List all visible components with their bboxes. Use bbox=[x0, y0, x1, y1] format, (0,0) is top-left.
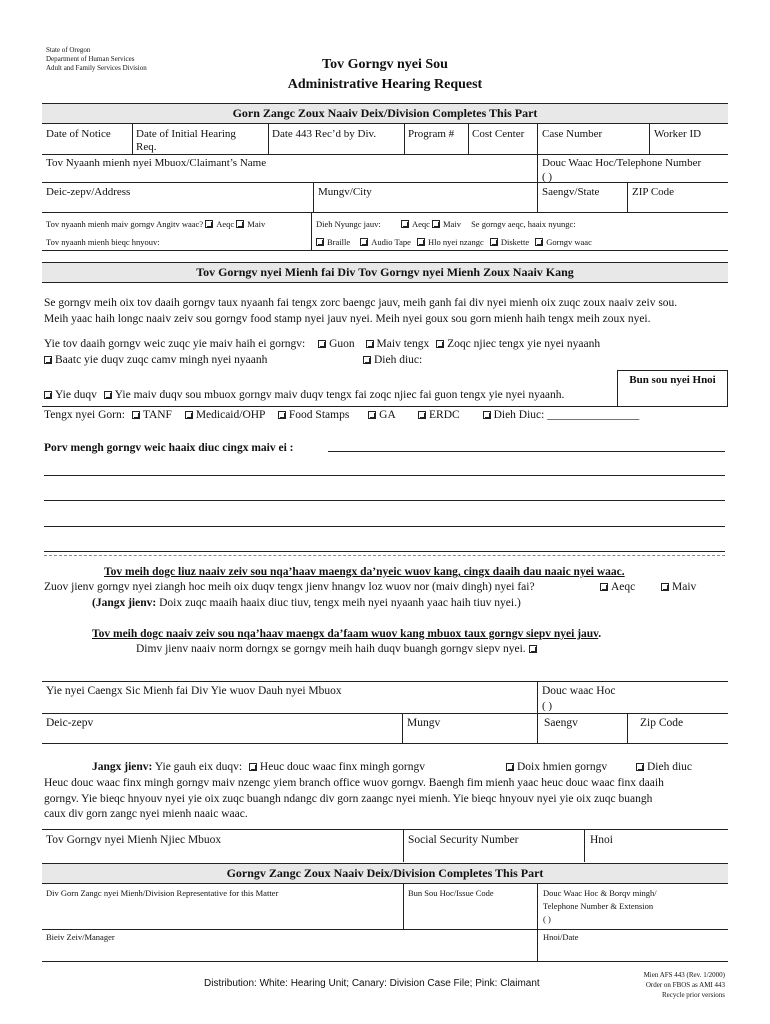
date-initial-hearing-label-2: Req. bbox=[136, 141, 157, 153]
language-label: Tov nyaanh mienh bieqc hnyouv: bbox=[46, 237, 160, 247]
yie-maiv-duqv-checkbox[interactable] bbox=[104, 391, 112, 399]
claimant-zip-label[interactable]: ZIP Code bbox=[632, 186, 675, 198]
case-number-label[interactable]: Case Number bbox=[542, 128, 603, 140]
dieh-diuc-checkbox[interactable] bbox=[363, 356, 371, 364]
explain-line-2[interactable] bbox=[44, 500, 725, 501]
reason-row-1: Yie tov daaih gorngv weic zuqc yie maiv haih ei gorngv: Guon Maiv tengx Zoqc njiec tengx yie nyei nyaanh bbox=[44, 338, 601, 350]
rep-no-checkbox[interactable] bbox=[661, 583, 669, 591]
form-title-1: Tov Gorngv nyei Sou bbox=[322, 57, 448, 72]
distribution-footer: Distribution: White: Hearing Unit; Canary: Division Case File; Pink: Claimant bbox=[204, 978, 540, 989]
explain-line-4[interactable] bbox=[44, 551, 725, 552]
guon-checkbox[interactable] bbox=[318, 340, 326, 348]
form-title-2: Administrative Hearing Request bbox=[287, 77, 483, 92]
english-yes-checkbox[interactable] bbox=[205, 220, 213, 228]
claimant-name-label[interactable]: Tov Nyaanh mienh nyei Mbuox/Claimant’s Name bbox=[46, 157, 267, 169]
claimant-phone-parens: ( ) bbox=[542, 171, 553, 183]
baatc-checkbox[interactable] bbox=[44, 356, 52, 364]
medicaid-checkbox[interactable] bbox=[185, 411, 193, 419]
signature-checkbox[interactable] bbox=[529, 645, 537, 653]
agency-line-3: Adult and Family Services Division bbox=[46, 64, 147, 72]
in-person-checkbox[interactable] bbox=[506, 763, 514, 771]
erdc-checkbox[interactable] bbox=[418, 411, 426, 419]
claimant-phone-label[interactable]: Douc Waac Hoc/Telephone Number bbox=[542, 157, 702, 169]
explain-line-1[interactable] bbox=[44, 475, 725, 476]
diskette-checkbox[interactable] bbox=[490, 238, 498, 246]
claimant-state-label[interactable]: Saengv/State bbox=[542, 186, 600, 198]
program-label[interactable]: Program # bbox=[408, 128, 455, 140]
gorngv-waac-checkbox[interactable] bbox=[535, 238, 543, 246]
tanf-checkbox[interactable] bbox=[132, 411, 140, 419]
notice-line-3: gorngv. Yie bieqc hnyouv nyei yie oix zuqc buangh ndangc div gorn zaangc nyei mienh. Yie bieqc hnyouv nyei yie oix zuqc buangh bbox=[44, 793, 653, 805]
section2-para-1: Se gorngv meih oix tov daaih gorngv taux nyaanh fai tengx zorc baengc jauv, meih ganh fai div nyei mienh oix zuqc zoux naaiv zeiv sou. bbox=[44, 297, 678, 309]
division-header: Gorn Zangc Zoux Naaiv Deix/Division Completes This Part bbox=[232, 106, 538, 120]
date-initial-hearing-label[interactable]: Date of Initial Hearing bbox=[136, 128, 236, 140]
rep-zip-label[interactable]: Zip Code bbox=[640, 717, 684, 729]
issue-code-label[interactable]: Bun Sou Hoc/Issue Code bbox=[408, 888, 494, 898]
zoqc-njiec-checkbox[interactable] bbox=[436, 340, 444, 348]
format-options: Braille Audio Tape Hlo nyei nzangc Diskette Gorngv waac bbox=[316, 237, 592, 247]
notice-line-4: caux div gorn zangc nyei mienh naaic waac. bbox=[44, 808, 248, 820]
reason-row-2: Baatc yie duqv zuqc camv mingh nyei nyaanh bbox=[44, 354, 267, 367]
phone-hearing-checkbox[interactable] bbox=[249, 763, 257, 771]
explain-line-0[interactable] bbox=[328, 451, 725, 452]
hlo-nyei-checkbox[interactable] bbox=[417, 238, 425, 246]
worker-id-label[interactable]: Worker ID bbox=[654, 128, 702, 140]
date-443-label[interactable]: Date 443 Rec’d by Div. bbox=[272, 128, 377, 140]
ga-checkbox[interactable] bbox=[368, 411, 376, 419]
english-no-checkbox[interactable] bbox=[236, 220, 244, 228]
rep-heading: Tov meih dogc liuz naaiv zeiv sou nqa’haav maengx da’nyeic wuov kang, cingx daaih dau naaic nyei waac. bbox=[104, 566, 625, 578]
rep-phone-parens: ( ) bbox=[542, 700, 553, 712]
agency-line-1: State of Oregon bbox=[46, 46, 91, 54]
division-phone-label-1[interactable]: Douc Waac Hoc & Borqv mingh/ bbox=[543, 888, 657, 898]
preference-row: Jangx jienv: Yie gauh eix duqv: Heuc douc waac finx mingh gorngv bbox=[92, 761, 426, 773]
audio-tape-checkbox[interactable] bbox=[360, 238, 368, 246]
notice-line-2: Heuc douc waac finx mingh gorngv maiv nzengc yiem branch office wuov gorngv. Baengh fim mienh yaac heuc douc waac finx daaih bbox=[44, 777, 664, 789]
english-question: Tov nyaanh mienh maiv gorngv Angitv waac? Aeqc Maiv bbox=[46, 219, 266, 229]
cost-center-label[interactable]: Cost Center bbox=[472, 128, 525, 140]
interp-no-checkbox[interactable] bbox=[432, 220, 440, 228]
reason-other: Dieh diuc: bbox=[363, 354, 422, 367]
division-phone-parens: ( ) bbox=[543, 914, 551, 924]
maiv-tengx-checkbox[interactable] bbox=[366, 340, 374, 348]
interpreter-row: Dieh Nyungc jauv: Aeqc Maiv Se gorngv aeqc, haaix nyungc: bbox=[316, 219, 576, 229]
agency-line-2: Department of Human Services bbox=[46, 55, 135, 63]
section2-header: Tov Gorngv nyei Mienh fai Div Tov Gorngv nyei Mienh Zoux Naaiv Kang bbox=[196, 265, 574, 279]
form-order: Order on FBOS as AMI 443 bbox=[645, 981, 725, 989]
rep-yes-checkbox[interactable] bbox=[600, 583, 608, 591]
rep-note: (Jangx jienv: Doix zuqc maaih haaix diuc tiuv, tengx meih nyei nyaanh yaac haih tiuv nyei.) bbox=[92, 597, 521, 609]
rep-phone-label[interactable]: Douc waac Hoc bbox=[542, 685, 616, 697]
division-rep-label[interactable]: Div Gorn Zangc nyei Mienh/Division Representative for this Matter bbox=[46, 888, 279, 898]
section2-para-2: Meih yaac haih longc naaiv zeiv sou gorngv food stamp nyei jauv nyei. Meih nyei goux sou gorn mienh haih tengx meih zoux nyei. bbox=[44, 313, 651, 325]
claimant-city-label[interactable]: Mungv/City bbox=[318, 186, 372, 198]
rep-city-label[interactable]: Mungv bbox=[407, 717, 441, 729]
preference-opt3: Dieh diuc bbox=[636, 761, 692, 774]
other-program-checkbox[interactable] bbox=[483, 411, 491, 419]
rep-name-label[interactable]: Yie nyei Caengx Sic Mienh fai Div Yie wuov Dauh nyei Mbuox bbox=[46, 685, 342, 697]
form-recycle: Recycle prior versions bbox=[662, 991, 725, 999]
rep-address-label[interactable]: Deic-zepv bbox=[46, 717, 94, 729]
form-id: Mien AFS 443 (Rev. 1/2000) bbox=[643, 971, 725, 979]
other-pref-checkbox[interactable] bbox=[636, 763, 644, 771]
explain-label: Porv mengh gorngv weic haaix diuc cingx maiv ei : bbox=[44, 442, 294, 454]
braille-checkbox[interactable] bbox=[316, 238, 324, 246]
yie-duqv-checkbox[interactable] bbox=[44, 391, 52, 399]
claimant-signature-label[interactable]: Tov Gorngv nyei Mienh Njiec Mbuox bbox=[46, 834, 222, 846]
signature-note: Dimv jienv naaiv norm dorngx se gorngv meih haih duqv buangh gorngv siepv nyei. bbox=[136, 643, 540, 656]
manager-date-label[interactable]: Hnoi/Date bbox=[543, 932, 579, 942]
date-of-notice-label[interactable]: Date of Notice bbox=[46, 128, 111, 140]
division-phone-label-2: Telephone Number & Extension bbox=[543, 901, 654, 911]
ssn-label[interactable]: Social Security Number bbox=[408, 834, 519, 846]
notice-row: Yie duqv Yie maiv duqv sou mbuox gorngv maiv duqv tengx fai zoqc njiec fai guon tengx yie nyei nyaanh. bbox=[44, 389, 564, 402]
food-stamps-checkbox[interactable] bbox=[278, 411, 286, 419]
manager-label[interactable]: Bieiv Zeiv/Manager bbox=[46, 932, 115, 942]
rep-state-label[interactable]: Saengv bbox=[544, 717, 578, 729]
preference-opt2: Doix hmien gorngv bbox=[506, 761, 607, 774]
signature-date-label[interactable]: Hnoi bbox=[590, 834, 613, 846]
claimant-address-label[interactable]: Deic-zepv/Address bbox=[46, 186, 131, 198]
division-bottom-header: Gorngv Zangc Zoux Naaiv Deix/Division Completes This Part bbox=[226, 866, 544, 880]
rep-no: Maiv bbox=[661, 581, 696, 594]
rep-yes: Aeqc bbox=[600, 581, 635, 594]
rep-question: Zuov jienv gorngv nyei ziangh hoc meih oix duqv tengx jienv hnangv loz wuov nor (maiv dingh) nyei fai? bbox=[44, 581, 535, 593]
interp-yes-checkbox[interactable] bbox=[401, 220, 409, 228]
notice-date-label: Bun sou nyei Hnoi bbox=[629, 374, 716, 386]
programs-row: Tengx nyei Gorn: TANF Medicaid/OHP Food Stamps GA ERDC Dieh Diuc: ________________ bbox=[44, 409, 640, 421]
signature-heading: Tov meih dogc naaiv zeiv sou nqa’haav maengx da’faam wuov kang mbuox taux gorngv siepv nyei jauv. bbox=[92, 628, 602, 640]
explain-line-3[interactable] bbox=[44, 526, 725, 527]
